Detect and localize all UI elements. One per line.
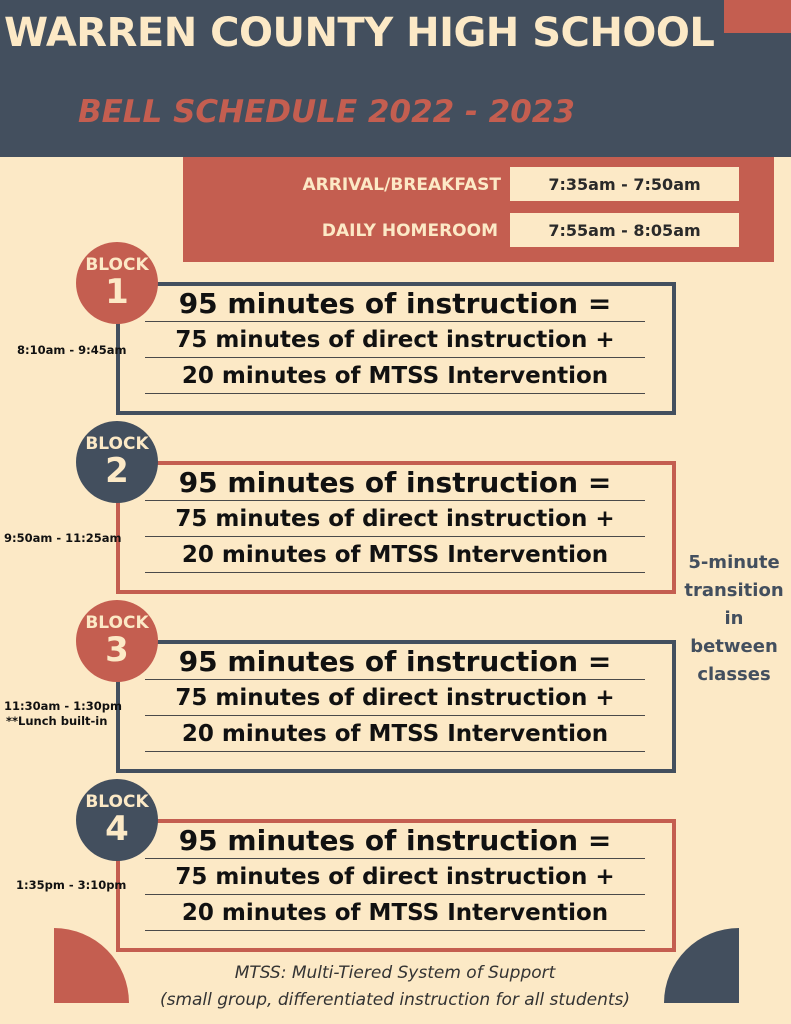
block-4-time: 1:35pm - 3:10pm [16, 878, 127, 892]
block-3-badge-word: BLOCK [85, 613, 149, 633]
block-3-lunch-note: **Lunch built-in [6, 714, 108, 728]
block-1-time: 8:10am - 9:45am [17, 343, 127, 357]
block-2-line-1: 95 minutes of instruction = [145, 465, 645, 501]
schedule-title: BELL SCHEDULE 2022 - 2023 [78, 94, 575, 130]
mtss-description: (small group, differentiated instruction for all students) [159, 990, 631, 1010]
arrival-label: ARRIVAL/BREAKFAST [302, 175, 501, 195]
block-3-line-1: 95 minutes of instruction = [145, 644, 645, 680]
homeroom-label: DAILY HOMEROOM [321, 221, 498, 241]
block-4-badge-word: BLOCK [85, 792, 149, 812]
arrival-time: 7:35am - 7:50am [510, 167, 739, 201]
block-1-number: 1 [105, 272, 129, 312]
block-2-line-2: 75 minutes of direct instruction + [145, 501, 645, 537]
block-4-line-2: 75 minutes of direct instruction + [145, 859, 645, 895]
transition-line-3: in [724, 608, 744, 629]
block-2-badge-word: BLOCK [85, 434, 149, 454]
homeroom-time: 7:55am - 8:05am [510, 213, 739, 247]
block-4-number: 4 [105, 809, 129, 849]
block-3-number: 3 [105, 630, 129, 670]
transition-note [678, 549, 790, 689]
transition-line-1: 5-minute [688, 552, 780, 573]
block-2-time: 9:50am - 11:25am [4, 531, 122, 545]
block-1-line-2: 75 minutes of direct instruction + [145, 322, 645, 358]
corner-accent [724, 0, 791, 33]
transition-line-5: classes [697, 664, 771, 685]
school-title: WARREN COUNTY HIGH SCHOOL [4, 10, 715, 56]
block-1-line-1: 95 minutes of instruction = [145, 286, 645, 322]
block-4-line-3: 20 minutes of MTSS Intervention [145, 895, 645, 931]
block-2-number: 2 [105, 451, 129, 491]
block-1-badge-word: BLOCK [85, 255, 149, 275]
transition-line-4: between [690, 636, 778, 657]
arrival-panel [183, 157, 774, 262]
mtss-definition: MTSS: Multi-Tiered System of Support [234, 963, 556, 983]
block-2-line-3: 20 minutes of MTSS Intervention [145, 537, 645, 573]
block-3-line-2: 75 minutes of direct instruction + [145, 680, 645, 716]
block-1-line-3: 20 minutes of MTSS Intervention [145, 358, 645, 394]
block-3-line-3: 20 minutes of MTSS Intervention [145, 716, 645, 752]
block-3-time: 11:30am - 1:30pm [4, 699, 122, 713]
block-4-line-1: 95 minutes of instruction = [145, 823, 645, 859]
transition-line-2: transition [684, 580, 784, 601]
